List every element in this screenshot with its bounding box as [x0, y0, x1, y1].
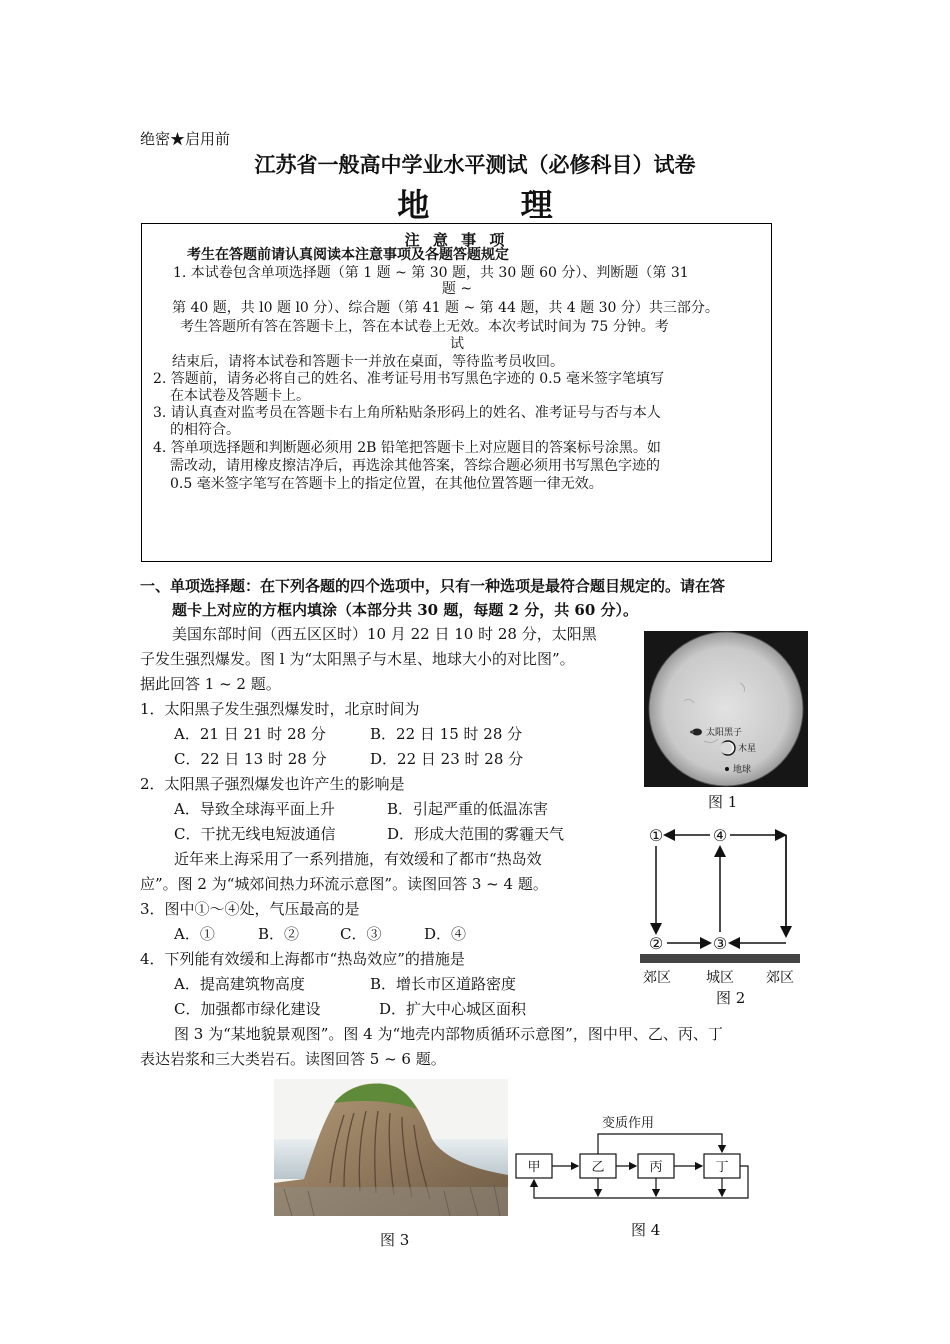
notice-line: 需改动，请用橡皮擦洁净后，再选涂其他答案，答综合题必须用书写黑色字迹的 [170, 458, 660, 474]
question-1-option-c: C．22 日 13 时 28 分 [174, 750, 327, 768]
ground-bar [640, 954, 800, 963]
city-label: 城区 [706, 970, 734, 986]
question-3-option-c: C．③ [340, 925, 382, 943]
suburb-right-label: 郊区 [766, 970, 794, 986]
point-2-label: ② [648, 934, 664, 953]
question-3-option-d: D．④ [424, 925, 467, 943]
figure-4-caption: 图 4 [631, 1221, 661, 1239]
earth-shape [725, 767, 729, 771]
box-bing-label: 丙 [649, 1160, 663, 1175]
notice-line: 的相符合。 [170, 422, 240, 438]
point-3-label: ③ [712, 934, 728, 953]
sunspot-label: 太阳黑子 [706, 728, 743, 738]
exam-title: 江苏省一般高中学业水平测试（必修科目）试卷 [254, 152, 696, 177]
question-2-stem: 2．太阳黑子强烈爆发也许产生的影响是 [140, 775, 405, 793]
figure-3-landform-photo [274, 1079, 508, 1216]
question-1-option-d: D．22 日 23 时 28 分 [370, 750, 524, 768]
jupiter-label: 木星 [738, 744, 757, 754]
question-2-option-b: B．引起严重的低温冻害 [387, 800, 549, 818]
subject-title: 地 理 [397, 186, 593, 224]
figure-3-caption: 图 3 [380, 1231, 410, 1249]
notice-line: 结束后，请将本试卷和答题卡一并放在桌面，等待监考员收回。 [172, 354, 564, 370]
notice-line: 第 40 题，共 l0 题 l0 分）、综合题（第 41 题 ~ 第 44 题，共 4 题 30 分）共三部分。 [172, 300, 719, 316]
passage-line: 表达岩浆和三大类岩石。读图回答 5 ~ 6 题。 [140, 1050, 446, 1068]
question-2-option-c: C．干扰无线电短波通信 [174, 825, 336, 843]
notice-line: 3. 请认真查对监考员在答题卡右上角所粘贴条形码上的姓名、准考证号与否与本人 [153, 405, 661, 421]
box-jia-label: 甲 [527, 1160, 541, 1175]
question-1-option-b: B．22 日 15 时 28 分 [370, 725, 523, 743]
figure-2-caption: 图 2 [716, 989, 746, 1007]
notice-line: 1. 本试卷包含单项选择题（第 1 题 ~ 第 30 题，共 30 题 60 分）、判断题（第 31 [173, 265, 689, 281]
notice-line: 在本试卷及答题卡上。 [170, 388, 310, 404]
passage-line: 图 3 为“某地貌景观图”。图 4 为“地壳内部物质循环示意图”，图中甲、乙、丙、丁 [174, 1025, 723, 1043]
figure-1-caption: 图 1 [708, 793, 738, 811]
figure-4-rock-cycle [512, 1114, 752, 1206]
question-4-option-c: C．加强都市绿化建设 [174, 1000, 321, 1018]
passage-line: 据此回答 1 ~ 2 题。 [140, 675, 281, 693]
point-1-label: ① [648, 826, 664, 845]
passage-line: 美国东部时间（西五区区时）10 月 22 日 10 时 28 分，太阳黑 [172, 625, 597, 643]
question-1-stem: 1．太阳黑子发生强烈爆发时，北京时间为 [140, 700, 420, 718]
section-heading: 一、单项选择题：在下列各题的四个选项中，只有一种选项是最符合题目规定的。请在答 [140, 577, 726, 595]
box-yi-label: 乙 [591, 1160, 605, 1175]
notice-subheading: 考生在答题前请认真阅读本注意事项及各题答题规定 [187, 247, 509, 263]
box-ding-label: 丁 [715, 1160, 729, 1175]
earth-label: 地球 [733, 765, 752, 775]
question-3-option-a: A．① [174, 925, 215, 943]
question-2-option-a: A．导致全球海平面上升 [174, 800, 335, 818]
question-4-option-b: B．增长市区道路密度 [370, 975, 517, 993]
question-3-stem: 3．图中①～④处，气压最高的是 [140, 900, 360, 918]
suburb-left-label: 郊区 [643, 970, 671, 986]
question-2-option-d: D．形成大范围的雾霾天气 [387, 825, 565, 843]
passage-line: 应”。图 2 为“城郊间热力环流示意图”。读图回答 3 ~ 4 题。 [140, 875, 548, 893]
passage-line: 子发生强烈爆发。图 l 为“太阳黑子与木星、地球大小的对比图”。 [140, 650, 575, 668]
passage-line: 近年来上海采用了一系列措施，有效缓和了都市“热岛效 [174, 850, 542, 868]
figure-1-sun-image [644, 631, 808, 787]
notice-line: 题 ~ [441, 281, 473, 297]
question-3-option-b: B．② [258, 925, 300, 943]
notice-heading: 注 意 事 项 [404, 231, 509, 249]
question-4-option-d: D．扩大中心城区面积 [379, 1000, 527, 1018]
notice-line: 考生答题所有答在答题卡上，答在本试卷上无效。本次考试时间为 75 分钟。考 [180, 319, 669, 335]
figure-2-thermal-circulation [640, 822, 810, 1012]
question-4-option-a: A．提高建筑物高度 [174, 975, 305, 993]
notice-line: 4. 答单项选择题和判断题必须用 2B 铅笔把答题卡上对应题目的答案标号涂黑。如 [153, 440, 661, 456]
notice-line: 0.5 毫米签字笔写在答题卡上的指定位置，在其他位置答题一律无效。 [170, 476, 603, 492]
notice-line: 试 [450, 336, 464, 352]
section-heading-cont: 题卡上对应的方框内填涂（本部分共 30 题，每题 2 分，共 60 分）。 [172, 601, 639, 619]
question-4-stem: 4．下列能有效缓和上海都市“热岛效应”的措施是 [140, 950, 465, 968]
question-1-option-a: A．21 日 21 时 28 分 [174, 725, 326, 743]
metamorphism-label: 变质作用 [602, 1116, 655, 1131]
confidential-mark: 绝密★启用前 [140, 130, 231, 148]
point-4-label: ④ [712, 826, 728, 845]
notice-line: 2. 答题前，请务必将自己的姓名、准考证号用书写黑色字迹的 0.5 毫米签字笔填写 [153, 371, 664, 387]
